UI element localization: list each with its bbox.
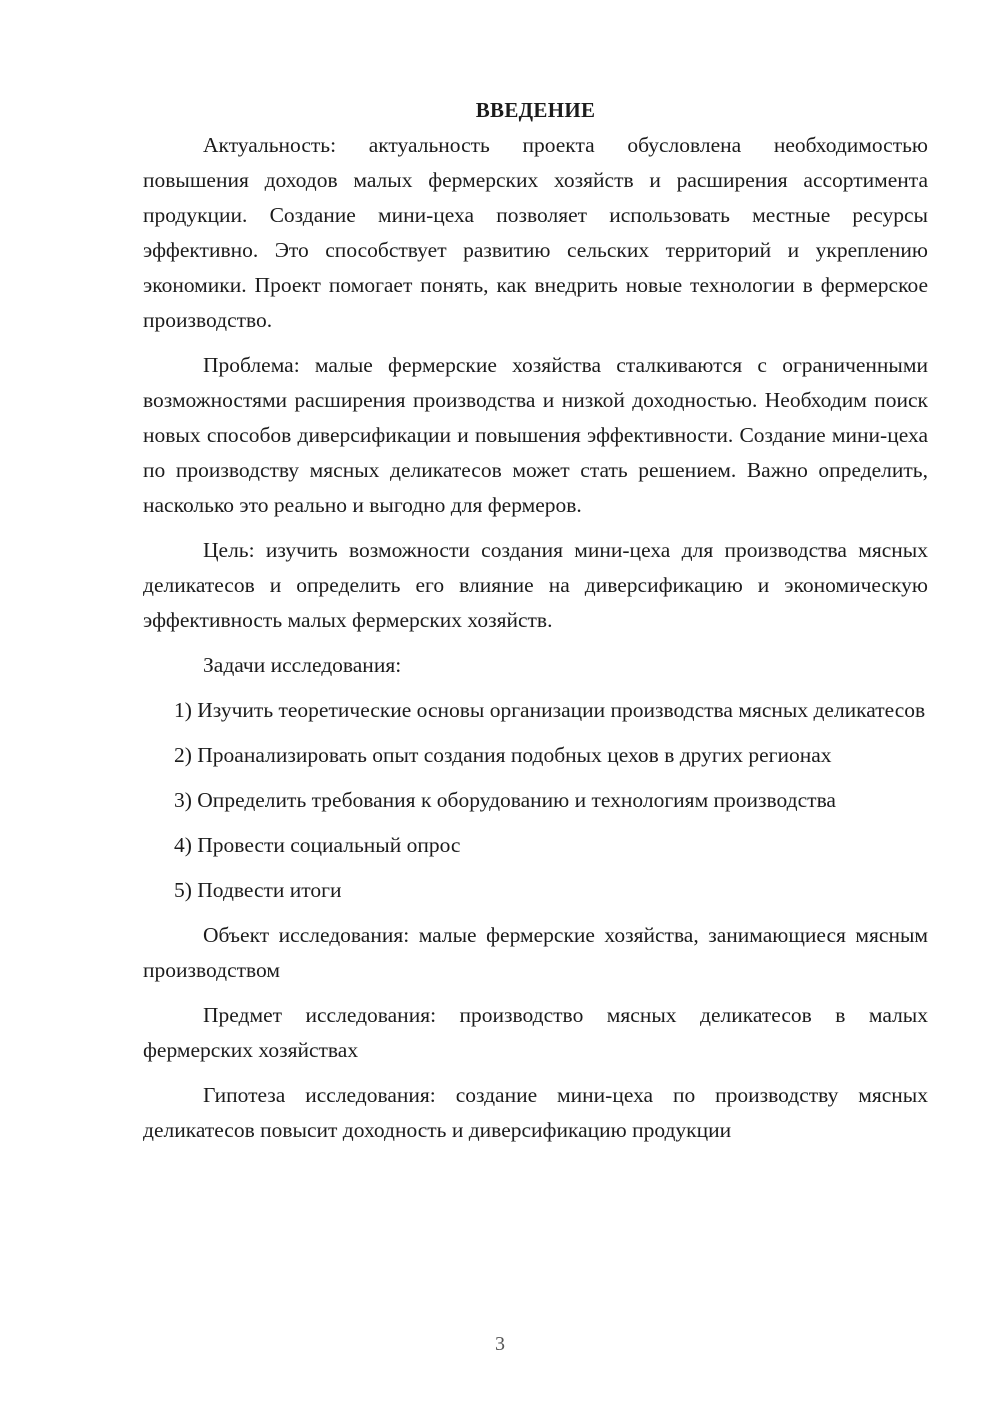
list-item: 3) Определить требования к оборудованию и технологиям производства (174, 788, 836, 812)
paragraph-object: Объект исследования: малые фермерские хозяйства, занимающиеся мясным производством (143, 923, 928, 982)
list-item: 1) Изучить теоретические основы организации производства мясных деликатесов (174, 698, 926, 722)
paragraph-problem: Проблема: малые фермерские хозяйства сталкиваются с ограниченными возможностями расширения производства и низкой доходностью. Необходим поиск новых способов диверсификации и повышения эффективности. Создание мини-цеха по производству мясных деликатесов может стать решением. Важно определить, насколько это реально и выгодно для фермеров. (143, 353, 928, 517)
tasks-heading: Задачи исследования: (203, 653, 402, 677)
page-number: 3 (495, 1333, 505, 1355)
list-item: 2) Проанализировать опыт создания подобных цехов в других регионах (174, 743, 832, 767)
paragraph-goal: Цель: изучить возможности создания мини-цеха для производства мясных деликатесов и определить его влияние на диверсификацию и экономическую эффективность малых фермерских хозяйств. (143, 538, 928, 632)
page-title: ВВЕДЕНИЕ (475, 98, 596, 122)
paragraph-subject: Предмет исследования: производство мясных деликатесов в малых фермерских хозяйствах (143, 1003, 928, 1062)
paragraph-hypothesis: Гипотеза исследования: создание мини-цеха по производству мясных деликатесов повысит доходность и диверсификацию продукции (143, 1083, 928, 1142)
document-page (143, 93, 928, 1148)
list-item: 4) Провести социальный опрос (174, 833, 461, 857)
list-item: 5) Подвести итоги (174, 878, 342, 902)
paragraph-relevance: Актуальность: актуальность проекта обусловлена необходимостью повышения доходов малых фермерских хозяйств и расширения ассортимента продукции. Создание мини-цеха позволяет использовать местные ресурсы эффективно. Это способствует развитию сельских территорий и укреплению экономики. Проект помогает понять, как внедрить новые технологии в фермерское производство. (143, 133, 928, 332)
